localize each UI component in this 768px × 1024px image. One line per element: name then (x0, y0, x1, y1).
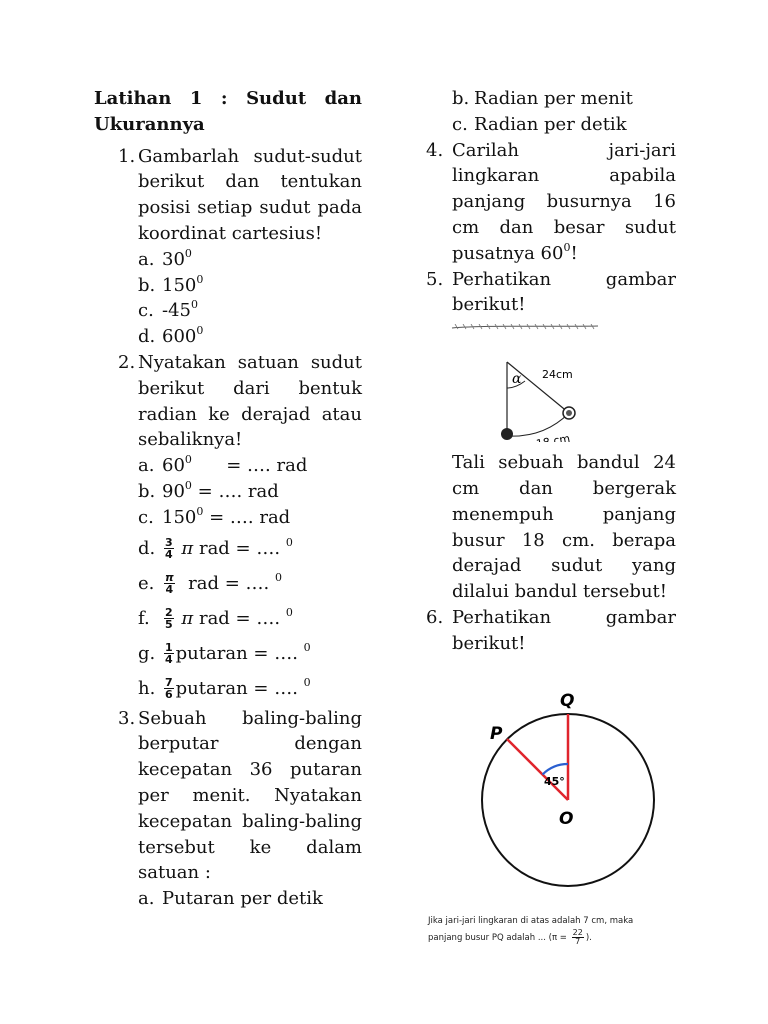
question-text: Carilah jari-jari lingkaran apabila panjang busurnya 16 cm dan besar sudut pusatnya $60^0$! (452, 139, 676, 264)
question-text: Gambarlah sudut-sudut berikut dan tentukan posisi setiap sudut pada koordinat cartesius! (138, 145, 362, 244)
arc-length-label: 18 cm (535, 432, 572, 443)
option-f: f. $\frac{2}{5}$ π rad = …. $^0$ (138, 605, 293, 632)
fraction: $\frac{2}{5}$ (165, 606, 173, 632)
question-1 (94, 144, 362, 350)
option-h: h. $\frac{7}{6}$ putaran = …. $^0$ (138, 675, 311, 702)
circle-caption: Jika jari-jari lingkaran di atas adalah 7 cm, maka panjang busur PQ adalah ... (π = $\frac{22}{7}$ ). (428, 916, 634, 947)
option-g: g. $\frac{1}{4}$ putaran = …. $^0$ (138, 640, 311, 667)
angle-arc (543, 764, 569, 775)
pendulum-drawing (426, 324, 676, 442)
option-b: b. $90^0$ = …. rad (138, 478, 279, 502)
angle-label: α (512, 371, 522, 388)
fraction: $\frac{7}{6}$ (165, 676, 173, 702)
question-text: Nyatakan satuan sudut berikut dari bentuk radian ke derajad atau sebaliknya! (138, 351, 362, 451)
question-number: 3. (118, 707, 136, 729)
question-number: 2. (118, 351, 136, 373)
circle-drawing (426, 667, 676, 907)
option-c: c. Radian per detik (452, 113, 627, 135)
bob-left (501, 428, 513, 440)
question-5 (426, 267, 676, 319)
left-column (94, 86, 362, 912)
circle-figure (426, 667, 676, 947)
option-a: a. Putaran per detik (138, 888, 323, 910)
option-b: b. Radian per menit (452, 88, 633, 109)
label-o: O (559, 808, 574, 829)
pendulum-figure (426, 324, 676, 442)
option-a: a. $30^0$ (138, 246, 192, 270)
option-c: c. $-45^0$ (138, 298, 198, 322)
question-6 (426, 605, 676, 657)
fraction: $\frac{\pi}{4}$ (165, 571, 174, 597)
right-column (426, 86, 676, 947)
fraction: $\frac{3}{4}$ (165, 536, 173, 562)
string-length-label: 24cm (542, 368, 573, 382)
question-3 (94, 706, 362, 912)
fraction: $\frac{1}{4}$ (165, 641, 173, 667)
question-number: 4. (426, 139, 444, 161)
option-d: d. $600^0$ (138, 324, 204, 348)
option-a: a. $60^0$ = …. rad (138, 453, 308, 477)
question-text: Perhatikan gambar berikut! (452, 268, 676, 316)
option-b: b. $150^0$ (138, 272, 204, 296)
option-c: c. $150^0$ = …. rad (138, 504, 291, 528)
question-number: 1. (118, 145, 136, 167)
label-q: Q (560, 690, 575, 711)
option-e: e. $\frac{\pi}{4}$ rad = …. $^0$ (138, 570, 282, 597)
question-text: Perhatikan gambar berikut! (452, 606, 676, 654)
radius-op (507, 739, 568, 800)
option-d: d. $\frac{3}{4}$ π rad = …. $^0$ (138, 535, 293, 562)
label-p: P (490, 723, 503, 744)
question-text: Sebuah baling-baling berputar dengan kecepatan 36 putaran per menit. Nyatakan kecepatan baling-baling tersebut ke dalam satuan : (138, 707, 362, 884)
question-5-paragraph: Tali sebuah bandul 24 cm dan bergerak menempuh panjang busur 18 cm. berapa derajad sudut yang dilalui bandul tersebut! (452, 452, 676, 603)
question-2 (94, 350, 362, 706)
question-number: 6. (426, 606, 444, 628)
angle-label: 45° (544, 774, 565, 788)
page-title: Latihan 1 : Sudut dan Ukurannya (94, 88, 362, 135)
question-number: 5. (426, 268, 444, 290)
question-4 (426, 138, 676, 267)
